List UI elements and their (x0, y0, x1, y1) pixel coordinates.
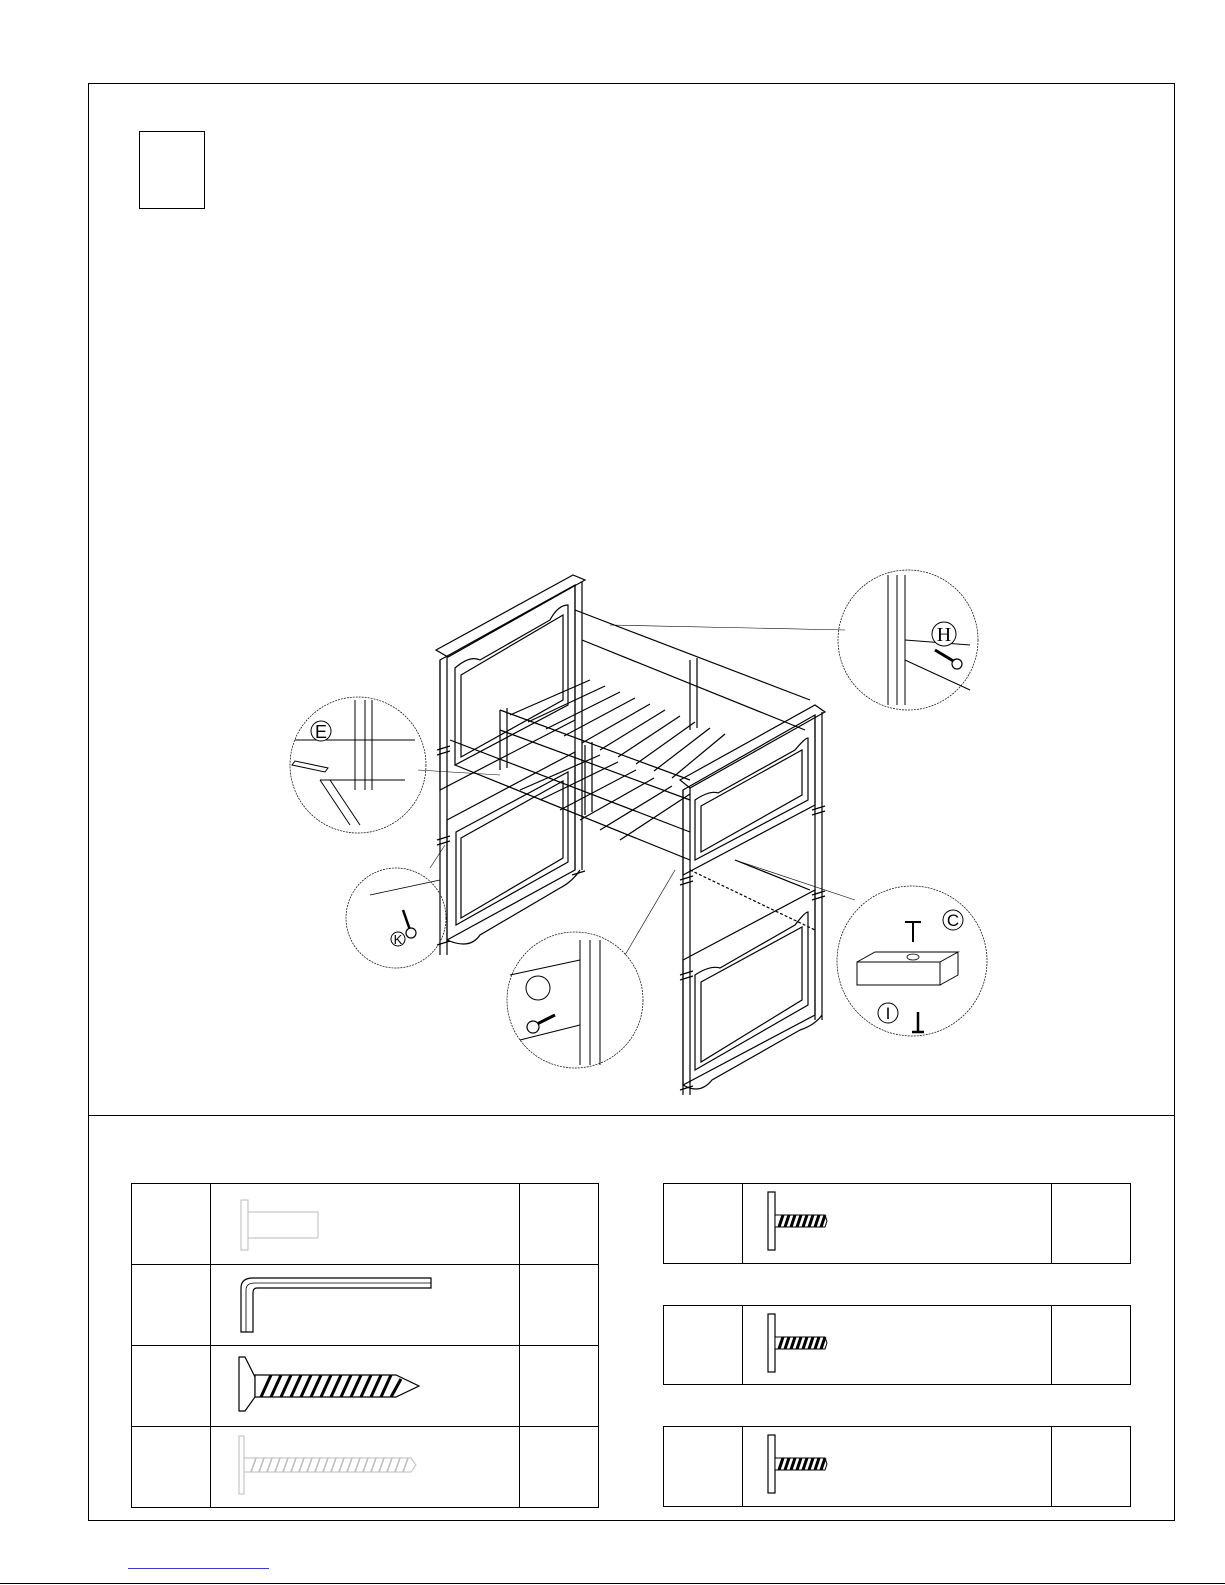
hardware-row (132, 1184, 599, 1265)
part-letter (664, 1184, 743, 1264)
part-quantity (520, 1346, 599, 1427)
footer-link-underline[interactable] (128, 1568, 269, 1569)
part-illustration (743, 1427, 1052, 1507)
detail-circle-k (346, 868, 446, 968)
hardware-row (132, 1346, 599, 1427)
part-quantity (1052, 1306, 1131, 1385)
part-letter (132, 1346, 211, 1427)
detail-circle-c-i (837, 886, 987, 1036)
part-letter (132, 1427, 211, 1508)
bed-frame (436, 575, 825, 1095)
hardware-table-left (131, 1183, 599, 1508)
part-quantity (1052, 1427, 1131, 1507)
part-illustration (743, 1306, 1052, 1385)
part-illustration (743, 1184, 1052, 1264)
hardware-row (664, 1427, 1131, 1507)
short-bolt-icon (743, 1429, 1043, 1499)
part-quantity (520, 1427, 599, 1508)
detail-circle-e (290, 697, 426, 833)
callout-c-label: C (946, 911, 960, 930)
part-letter (132, 1184, 211, 1265)
dowel-icon (211, 1192, 511, 1252)
hardware-table-right-3 (663, 1426, 1131, 1507)
short-bolt-icon (743, 1308, 1043, 1378)
hardware-table-right-1 (663, 1183, 1131, 1264)
hardware-row (664, 1184, 1131, 1264)
part-quantity (520, 1184, 599, 1265)
callout-h-label: H (936, 624, 952, 646)
callout-e-label: E (314, 722, 328, 742)
part-illustration (211, 1346, 520, 1427)
detail-circle-bottom (507, 932, 643, 1068)
part-illustration (211, 1184, 520, 1265)
part-letter (132, 1265, 211, 1346)
hardware-row (132, 1427, 599, 1508)
short-bolt-icon (743, 1186, 1043, 1256)
part-illustration (211, 1265, 520, 1346)
long-bolt-icon (211, 1430, 511, 1500)
hardware-row (132, 1265, 599, 1346)
allen-wrench-icon (211, 1268, 511, 1338)
part-illustration (211, 1427, 520, 1508)
callout-i-label: I (885, 1004, 891, 1023)
detail-circle-h (838, 570, 978, 710)
leader-lines (418, 625, 855, 955)
hardware-table-right-2 (663, 1305, 1131, 1385)
part-quantity (520, 1265, 599, 1346)
hardware-row (664, 1306, 1131, 1385)
part-letter (664, 1306, 743, 1385)
part-quantity (1052, 1184, 1131, 1264)
part-letter (664, 1427, 743, 1507)
callout-k-label: K (393, 932, 403, 947)
page-bottom-rule (0, 1583, 1225, 1584)
wood-screw-icon (211, 1349, 511, 1419)
